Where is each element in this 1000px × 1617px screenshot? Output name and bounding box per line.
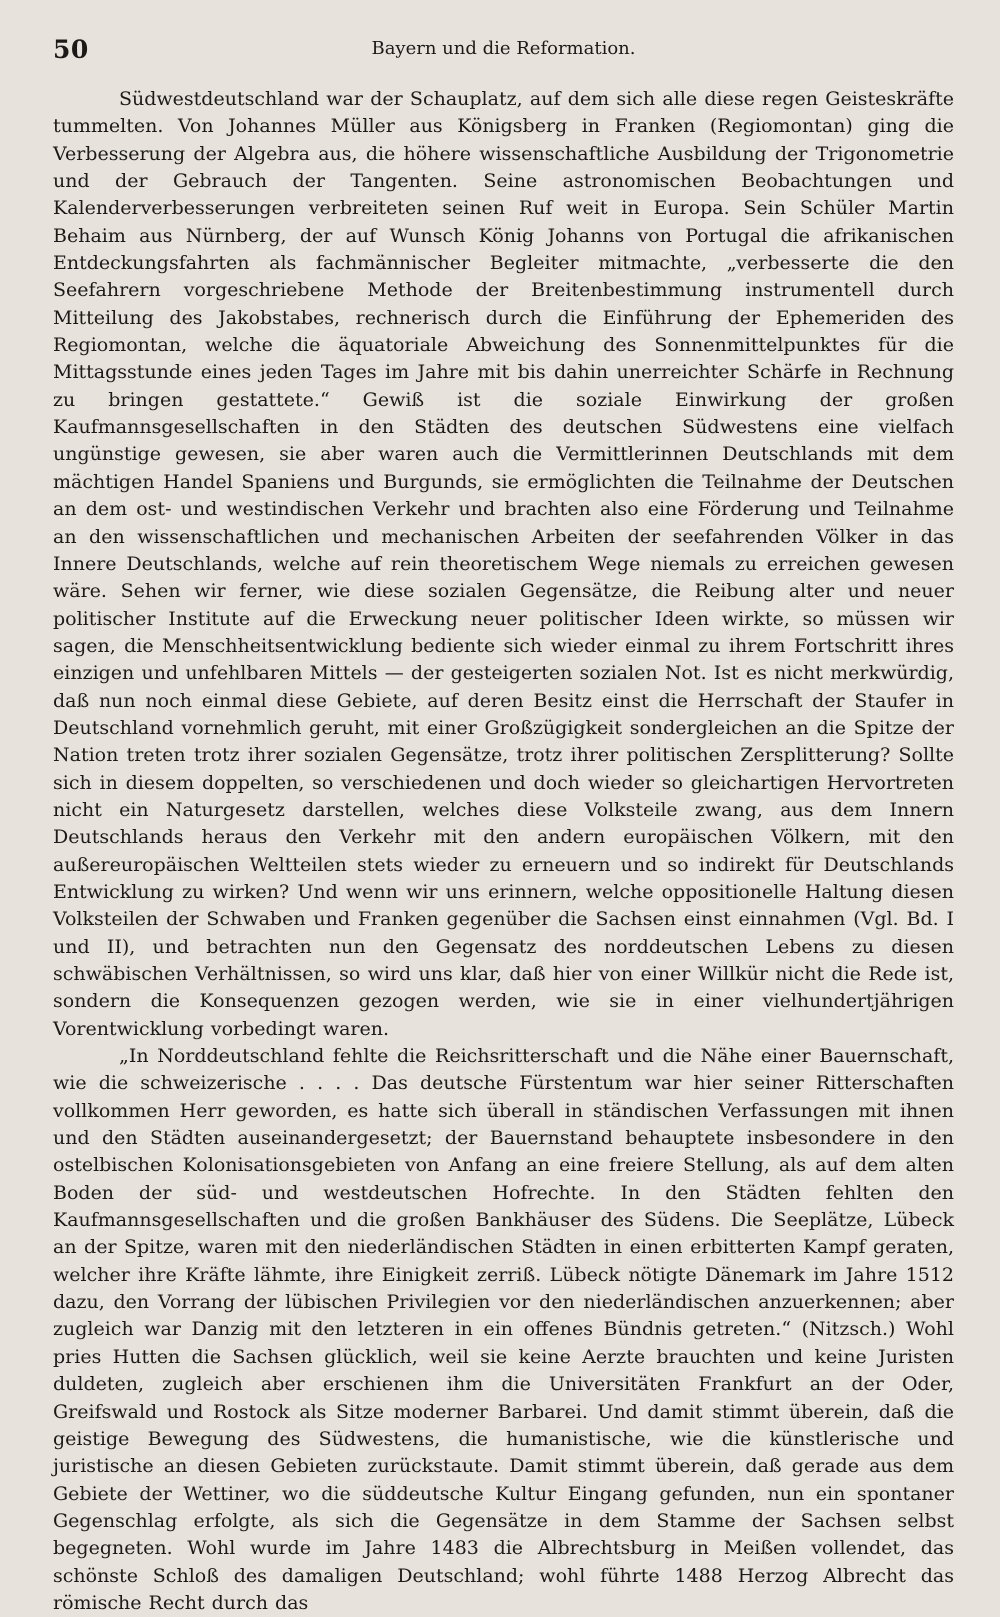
paragraph: Südwestdeutschland war der Schauplatz, auf dem sich alle diese regen Geisteskräfte tummelten. Von Johannes Müller aus Königsberg in Franken (Regiomontan) ging die Verbesserung der Algebra aus, die höhere wissenschaftliche Ausbildung der Trigonometrie und der Gebrauch der Tangenten. Seine astronomischen Beobachtungen und Kalenderverbesserungen verbreiteten seinen Ruf weit in Europa. Sein Schüler Martin Behaim aus Nürnberg, der auf Wunsch König Johanns von Portugal die afrikanischen Entdeckungsfahrten als fachmännischer Begleiter mitmachte, „verbesserte die den Seefahrern vorgeschriebene Methode der Breitenbestimmung instrumentell durch Mitteilung des Jakobstabes, rechnerisch durch die Einführung der Ephemeriden des Regiomontan, welche die äquatoriale Abweichung des Sonnenmittelpunktes für die Mittagsstunde eines jeden Tages im Jahre mit bis dahin unerreichter Schärfe in Rechnung zu bringen gestattete.“ Gewiß ist die soziale Einwirkung der großen Kaufmannsgesellschaften in den Städten des deutschen Südwestens eine vielfach ungünstige gewesen, sie aber waren auch die Vermittlerinnen Deutschlands mit dem mächtigen Handel Spaniens und Burgunds, sie ermöglichten die Teilnahme der Deutschen an dem ost- und westindischen Verkehr und brachten also eine Förderung und Teilnahme an den wissenschaftlichen und mechanischen Arbeiten der seefahrenden Völker in das Innere Deutschlands, welche auf rein theoretischem Wege niemals zu erreichen gewesen wäre. Sehen wir ferner, wie diese sozialen Gegensätze, die Reibung alter und neuer politischer Institute auf die Erweckung neuer politischer Ideen wirkte, so müssen wir sagen, die Menschheitsentwicklung bediente sich wieder einmal zu ihrem Fortschritt ihres einzigen und unfehlbaren Mittels — der gesteigerten sozialen Not. Ist es nicht merkwürdig, daß nun noch einmal diese Gebiete, auf deren Besitz einst die Herrschaft der Staufer in Deutschland vornehmlich geruht, mit einer Großzügigkeit sondergleichen an die Spitze der Nation treten trotz ihrer sozialen Gegensätze, trotz ihrer politischen Zersplitterung? Sollte sich in diesem doppelten, so verschiedenen und doch wieder so gleichartigen Hervortreten nicht ein Naturgesetz darstellen, welches diese Volksteile zwang, aus dem Innern Deutschlands heraus den Verkehr mit den andern europäischen Völkern, mit den außereuropäischen Weltteilen stets wieder zu erneuern und so indirekt für Deutschlands Entwicklung zu wirken? Und wenn wir uns erinnern, welche oppositionelle Haltung diesen Volksteilen der Schwaben und Franken gegenüber die Sachsen einst einnahmen (Vgl. Bd. I und II), und betrachten nun den Gegensatz des norddeutschen Lebens zu diesen schwäbischen Verhältnissen, so wird uns klar, daß hier von einer Willkür nicht die Rede ist, sondern die Konsequenzen gezogen werden, wie sie in einer vielhundertjährigen Vorentwicklung vorbedingt waren. [53, 88, 954, 1040]
page-number: 50 [53, 35, 89, 64]
running-title: Bayern und die Reformation. [371, 38, 636, 59]
body-text [53, 86, 954, 1617]
page-header [53, 32, 954, 70]
paragraph: „In Norddeutschland fehlte die Reichsritterschaft und die Nähe einer Bauernschaft, wie die schweizerische . . . . Das deutsche Fürstentum war hier seiner Ritterschaften vollkommen Herr geworden, es hatte sich überall in ständischen Verfassungen mit ihnen und den Städten auseinandergesetzt; der Bauernstand behauptete insbesondere in den ostelbischen Kolonisationsgebieten von Anfang an eine freiere Stellung, als auf dem alten Boden der süd- und westdeutschen Hofrechte. In den Städten fehlten den Kaufmannsgesellschaften und die großen Bankhäuser des Südens. Die Seeplätze, Lübeck an der Spitze, waren mit den niederländischen Städten in einen erbitterten Kampf geraten, welcher ihre Kräfte lähmte, ihre Einigkeit zerriß. Lübeck nötigte Dänemark im Jahre 1512 dazu, den Vorrang der lübischen Privilegien vor den niederländischen anzuerkennen; aber zugleich war Danzig mit den letzteren in ein offenes Bündnis getreten.“ (Nitzsch.) Wohl pries Hutten die Sachsen glücklich, weil sie keine Aerzte brauchten und keine Juristen duldeten, zugleich aber erschienen ihm die Universitäten Frankfurt an der Oder, Greifswald und Rostock als Sitze moderner Barbarei. Und damit stimmt überein, daß die geistige Bewegung des Südwestens, die humanistische, wie die künstlerische und juristische an diesen Gebieten zurückstaute. Damit stimmt überein, daß gerade aus dem Gebiete der Wettiner, wo die süddeutsche Kultur Eingang gefunden, nun ein spontaner Gegenschlag erfolgte, als sich die Gegensätze in dem Stamme der Sachsen selbst begegneten. Wohl wurde im Jahre 1483 die Albrechtsburg in Meißen vollendet, das schönste Schloß des damaligen Deutschland; wohl führte 1488 Herzog Albrecht das römische Recht durch das [53, 1045, 954, 1614]
